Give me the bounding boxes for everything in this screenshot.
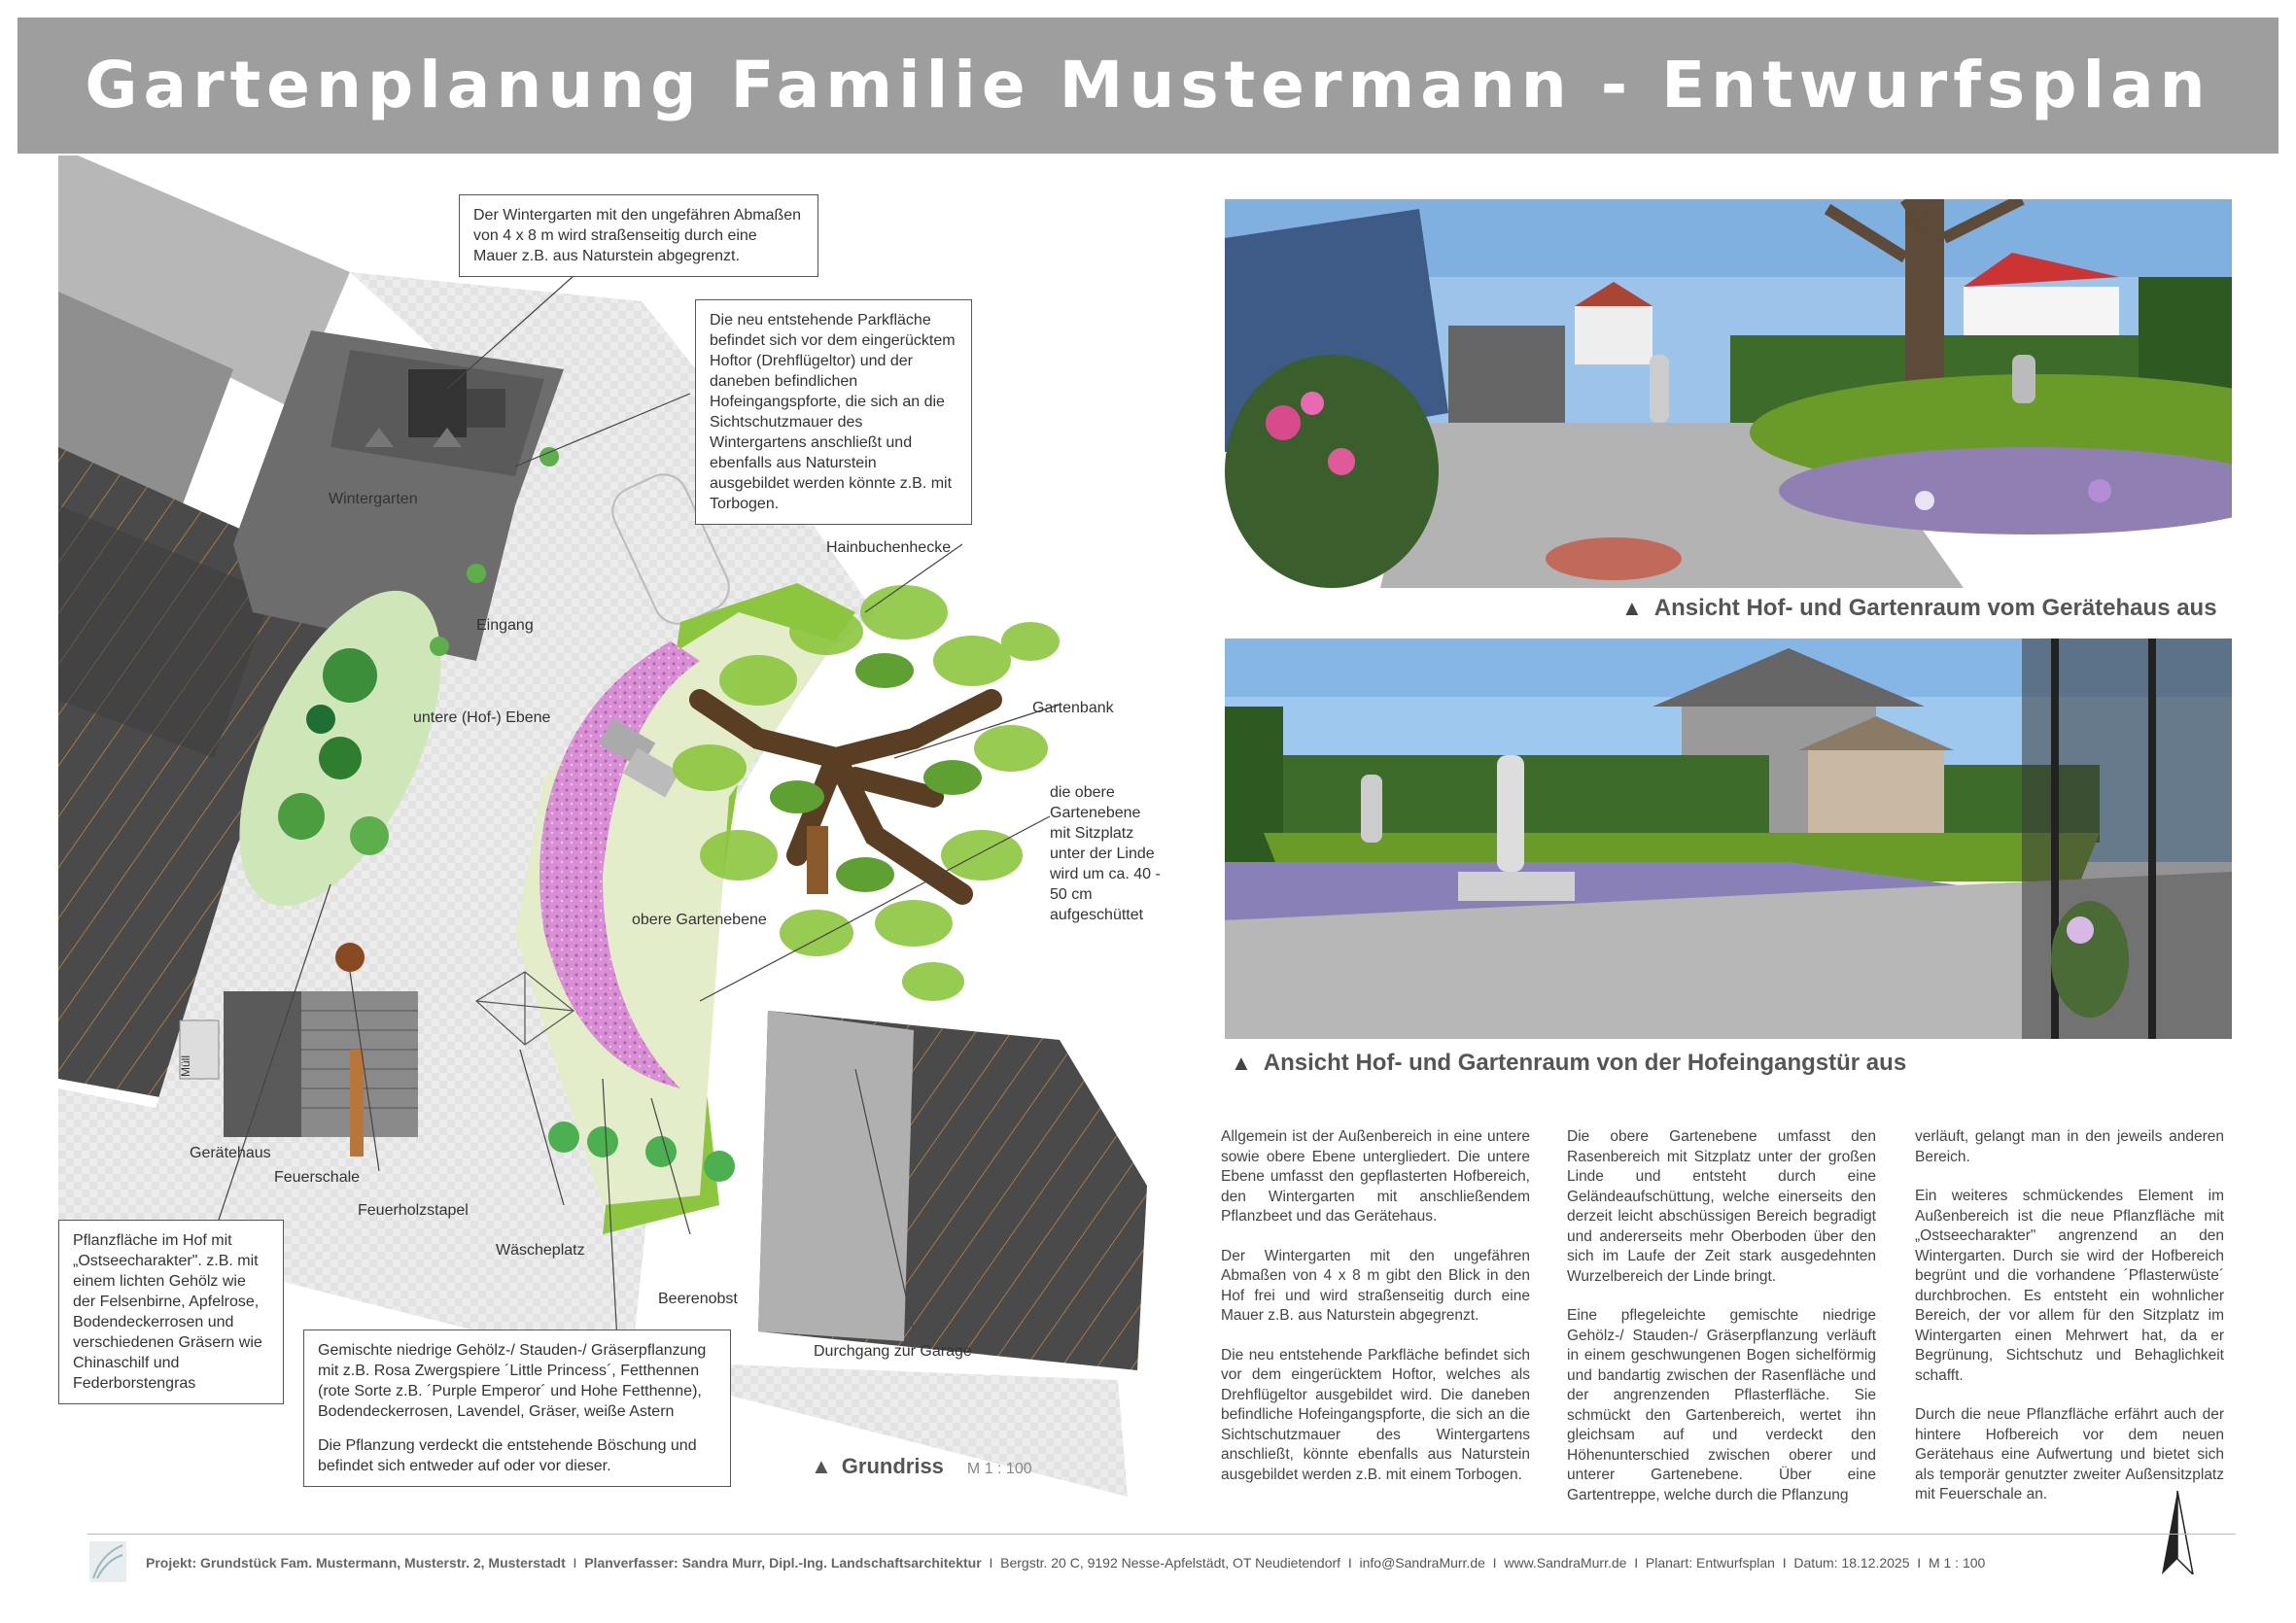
- description-paragraph: Eine pflegeleichte gemischte niedrige Gehölz-/ Stauden-/ Gräserpflanzung verläuft in einem geschwungenen Bogen sichelförmig und bandartig zwischen der Rasenfläche und der angrenzenden Pflasterfläche. Sie schmückt den Gartenbereich, wertet ihn gleichsam auf und verdeckt den Höhenunterschied zwischen oberer und unterer Gartenebene. Über eine Gartentreppe, welche durch die Pflanzung: [1567, 1307, 1876, 1503]
- view2-caption: ▲ Ansicht Hof- und Gartenraum von der Hofeingangstür aus: [1231, 1050, 1907, 1076]
- footer-author: Planverfasser: Sandra Murr, Dipl.-Ing. Landschaftsarchitektur: [584, 1555, 982, 1571]
- plan-title: ▲ Grundriss M 1 : 100: [811, 1454, 1032, 1478]
- label-bin: Müll: [179, 1054, 193, 1078]
- description-col-1: [1221, 1127, 1530, 1504]
- footer-website[interactable]: www.SandraMurr.de: [1504, 1555, 1627, 1571]
- footer-divider: [87, 1534, 2236, 1535]
- callout-planting-text-1: Gemischte niedrige Gehölz-/ Stauden-/ Gräserpflanzung mit z.B. Rosa Zwergspiere ´Little Princess´, Fetthennen (rote Sorte z.B. ´Purple Emperor´ und Hohe Fetthenne), Bodendeckerrosen, Lavendel, Gräser, weiße Astern: [318, 1342, 707, 1420]
- label-hedge: Hainbuchenhecke: [826, 539, 952, 556]
- label-firewood: Feuerholzstapel: [358, 1202, 469, 1219]
- firewood-stack: [350, 1050, 364, 1157]
- plan-scale: M 1 : 100: [966, 1461, 1032, 1477]
- description-paragraph: verläuft, gelangt man in den jeweils anderen Bereich.: [1915, 1128, 2224, 1165]
- footer-date: Datum: 18.12.2025: [1793, 1555, 1910, 1571]
- description-col-3: [1915, 1127, 2224, 1525]
- label-upper-garden: obere Gartenebene: [632, 912, 767, 928]
- footer-email[interactable]: info@SandraMurr.de: [1359, 1555, 1485, 1571]
- garden-bench: [807, 826, 828, 894]
- callout-ostsee-planting: Pflanzfläche im Hof mit „Ostseecharakter". z.B. mit einem lichten Gehölz wie der Felsenbirne, Apfelrose, Bodendeckerrosen und verschiedenen Gräsern wie Chinaschilf und Federborstengras: [58, 1220, 284, 1404]
- view1-rendering: [1225, 199, 2232, 588]
- footer-scale: M 1 : 100: [1928, 1555, 1986, 1571]
- description-paragraph: Durch die neue Pflanzfläche erfährt auch der hintere Hofbereich vor dem neuen Gerätehaus eine Aufwertung und bietet sich als temporär genutzter zweiter Außensitzplatz mit Feuerschale an.: [1915, 1406, 2224, 1502]
- footer: Projekt: Grundstück Fam. Mustermann, Musterstr. 2, Musterstadt I Planverfasser: Sandra Murr, Dipl.-Ing. Landschaftsarchitektur I Bergstr. 20 C, 9192 Nesse-Apfelstädt, OT Neudietendorf I info@SandraMurr.de I www.SandraMurr.de I Planart: Entwurfsplan I Datum: 18.12.2025 I M 1 : 100: [146, 1555, 1986, 1571]
- description-col-2: [1567, 1127, 1876, 1525]
- view1-caption: ▲ Ansicht Hof- und Gartenraum vom Gerätehaus aus: [1621, 595, 2217, 621]
- footer-address: Bergstr. 20 C, 9192 Nesse-Apfelstädt, OT Neudietendorf: [1000, 1555, 1341, 1571]
- description-paragraph: Die neu entstehende Parkfläche befindet sich vor dem eingerücktem Hoftor, welches als Drehflügeltor ausgebildet wird. Die daneben befindliche Hofeingangspforte, die sich an die Sichtschutzmauer des Wintergartens anschließt, könnte ebenfalls aus Naturstein ausgebildet werden z.B. mit einem Torbogen.: [1221, 1346, 1530, 1483]
- callout-perennial-planting: [303, 1329, 731, 1487]
- label-berries: Beerenobst: [658, 1291, 738, 1307]
- callout-parking: Die neu entstehende Parkfläche befindet sich vor dem eingerücktem Hoftor (Drehflügeltor) und der daneben befindlichen Hofeingangspforte, die sich an die Sichtschutzmauer des Wintergartens anschließt und ebenfalls aus Naturstein ausgebildet werden könnte z.B. mit Torbogen.: [695, 299, 972, 525]
- office-logo-icon: [89, 1541, 126, 1582]
- site-plan: [58, 155, 1166, 1497]
- footer-plan-type: Planart: Entwurfsplan: [1645, 1555, 1775, 1571]
- north-arrow-icon: [2158, 1491, 2197, 1574]
- view1-caption-text: Ansicht Hof- und Gartenraum vom Gerätehaus aus: [1653, 595, 2217, 621]
- fire-bowl: [335, 943, 365, 972]
- page-title: Gartenplanung Familie Mustermann - Entwurfsplan: [85, 48, 2211, 122]
- label-wintergarten: Wintergarten: [329, 491, 418, 507]
- callout-planting-text-2: Die Pflanzung verdeckt die entstehende Böschung und befindet sich entweder auf oder vor dieser.: [318, 1437, 697, 1474]
- description-paragraph: Allgemein ist der Außenbereich in eine untere sowie obere Ebene untergliedert. Die untere Ebene umfasst den gepflasterten Hofbereich, den Wintergarten mit anschließendem Pflanzbeet und das Gerätehaus.: [1221, 1128, 1530, 1225]
- description-paragraph: Die obere Gartenebene umfasst den Rasenbereich mit Sitzplatz unter der großen Linde und entsteht durch eine Geländeaufschüttung, welche einerseits den derzeit leicht abschüssigen Bereich begradigt und andererseits mehr Oberboden über den sich im Laufe der Zeit stark ausgedehnten Wurzelbereich der Linde bringt.: [1567, 1128, 1876, 1285]
- view2-caption-text: Ansicht Hof- und Gartenraum von der Hofeingangstür aus: [1263, 1050, 1907, 1076]
- label-upper-level-note: die obere Gartenebene mit Sitzplatz unter der Linde wird um ca. 40 - 50 cm aufgeschüttet: [1050, 784, 1161, 923]
- view2-rendering: [1225, 639, 2232, 1039]
- label-fire-bowl: Feuerschale: [274, 1169, 361, 1186]
- description-paragraph: Ein weiteres schmückendes Element im Außenbereich ist die neue Pflanzfläche mit „Ostseecharakter" angrenzend an den Wintergarten. Durch sie wird der Hofbereich begrünt und die vorhandene ´Pflasterwüste´ durchbrochen. Es entsteht ein wohnlicher Bereich, der vor allem für den Sitzplatz im Wintergarten einen Mehrwert hat, da er Begrünung, Sichtschutz und Behaglichkeit schafft.: [1915, 1188, 2224, 1384]
- label-passage: Durchgang zur Garage: [814, 1343, 972, 1360]
- label-lower-level: untere (Hof-) Ebene: [413, 709, 551, 726]
- footer-project: Projekt: Grundstück Fam. Mustermann, Musterstr. 2, Musterstadt: [146, 1555, 566, 1571]
- label-garden-bench: Gartenbank: [1032, 700, 1114, 716]
- plan-title-text: Grundriss: [841, 1454, 944, 1478]
- callout-wintergarten: Der Wintergarten mit den ungefähren Abmaßen von 4 x 8 m wird straßenseitig durch eine Mauer z.B. aus Naturstein abgegrenzt.: [459, 194, 818, 277]
- label-clothes-dryer: Wäscheplatz: [496, 1242, 585, 1259]
- description-paragraph: Der Wintergarten mit den ungefähren Abmaßen von 4 x 8 m gibt den Blick in den Hof frei und wird straßenseitig durch eine Mauer z.B. aus Naturstein abgegrenzt.: [1221, 1247, 1530, 1324]
- label-entrance: Eingang: [476, 617, 534, 634]
- title-bar: [17, 17, 2279, 154]
- label-shed: Gerätehaus: [190, 1145, 271, 1161]
